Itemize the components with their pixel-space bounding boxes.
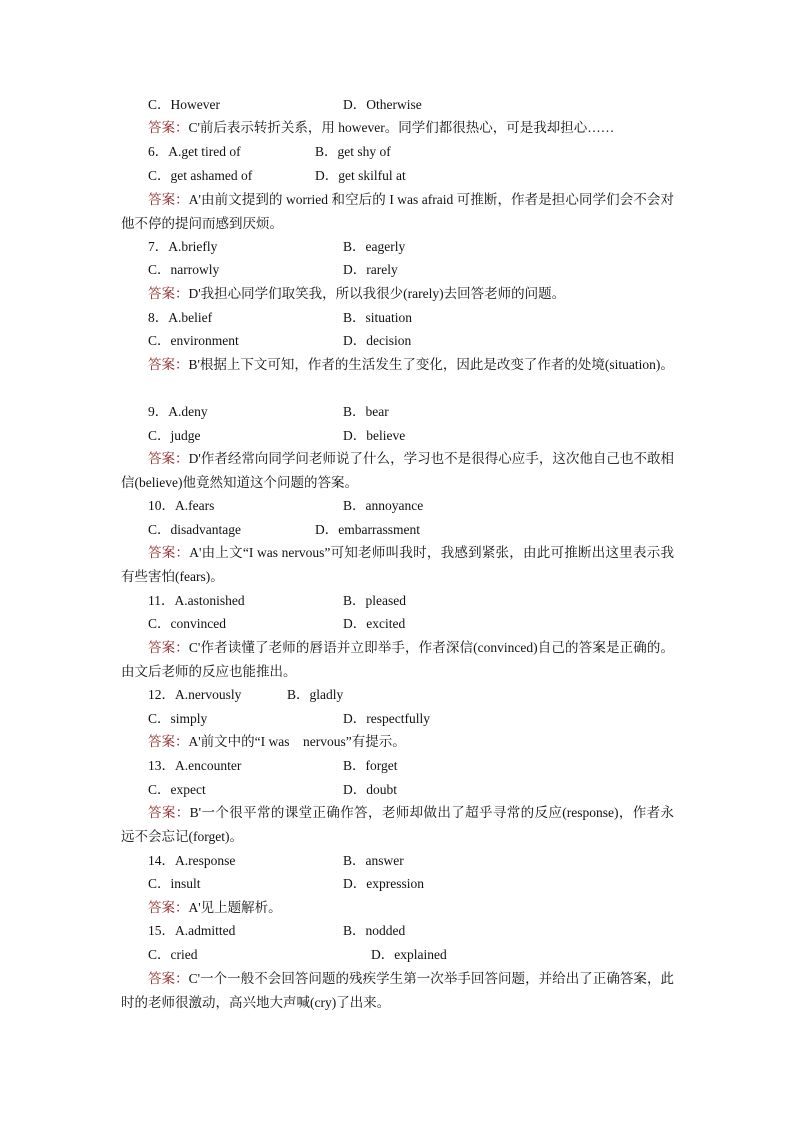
q12-option-b: B．gladly <box>287 687 344 702</box>
answer-text: B'一个很平常的课堂正确作答，老师却做出了超乎寻常的反应(response)，作者永远不会忘记(forget)。 <box>121 805 675 844</box>
q14-option-c: C．insult <box>148 876 201 891</box>
q10-option-b: B．annoyance <box>343 498 424 513</box>
q13-answer <box>121 801 674 848</box>
q11-option-b: B．pleased <box>343 593 406 608</box>
q7-option-d: D．rarely <box>343 262 398 277</box>
q13-option-b: B．forget <box>343 758 398 773</box>
q5-option-c: C．However <box>148 97 220 112</box>
q12-option-d: D．respectfully <box>343 711 430 726</box>
q7-option-c: C．narrowly <box>148 262 220 277</box>
q7-option-a: 7．A.briefly <box>148 239 218 254</box>
answer-label: 答案： <box>148 120 189 135</box>
q9-option-b: B．bear <box>343 404 389 419</box>
q10-answer <box>121 541 674 588</box>
q8-answer <box>121 353 674 377</box>
answer-label: 答案： <box>148 357 189 372</box>
answer-label: 答案： <box>148 805 190 820</box>
answer-label: 答案： <box>148 640 189 655</box>
q6-option-c: C．get ashamed of <box>148 168 253 183</box>
q14-option-b: B．answer <box>343 853 404 868</box>
q11-option-a: 11．A.astonished <box>148 593 245 608</box>
q6-option-a: 6．A.get tired of <box>148 144 241 159</box>
q7-option-b: B．eagerly <box>343 239 406 254</box>
answer-text: A'前文中的“I was nervous”有提示。 <box>188 734 406 749</box>
q12-option-c: C．simply <box>148 711 208 726</box>
answer-text: C'前后表示转折关系，用 however。同学们都很热心，可是我却担心…… <box>188 120 615 135</box>
q13-option-d: D．doubt <box>343 782 397 797</box>
q8-option-b: B．situation <box>343 310 413 325</box>
answer-label: 答案： <box>148 971 189 986</box>
answer-text: A'见上题解析。 <box>188 900 282 915</box>
q9-option-c: C．judge <box>148 428 201 443</box>
q11-option-d: D．excited <box>343 616 406 631</box>
q6-option-d: D．get skilful at <box>315 168 406 183</box>
answer-label: 答案： <box>148 451 189 466</box>
q15-option-c: C．cried <box>148 947 198 962</box>
answer-text: A'由上文“I was nervous”可知老师叫我时，我感到紧张，由此可推断出这里表示我有些害怕(fears)。 <box>121 545 675 584</box>
q9-option-d: D．believe <box>343 428 406 443</box>
q13-option-c: C．expect <box>148 782 206 797</box>
answer-label: 答案： <box>148 545 190 560</box>
answer-text: B'根据上下文可知，作者的生活发生了变化，因此是改变了作者的处境(situation)。 <box>188 357 674 372</box>
q14-option-a: 14．A.response <box>148 853 236 868</box>
answer-label: 答案： <box>148 192 189 207</box>
q10-option-c: C．disadvantage <box>148 522 241 537</box>
q15-option-b: B．nodded <box>343 923 406 938</box>
answer-text: A'由前文提到的 worried 和空后的 I was afraid 可推断，作者是担心同学们会不会对他不停的提问而感到厌烦。 <box>121 192 675 231</box>
q5-option-d: D．Otherwise <box>343 97 422 112</box>
q15-option-d: D．explained <box>371 947 447 962</box>
q10-option-d: D．embarrassment <box>315 522 420 537</box>
q14-option-d: D．expression <box>343 876 424 891</box>
q13-option-a: 13．A.encounter <box>148 758 242 773</box>
answer-label: 答案： <box>148 900 189 915</box>
q12-option-a: 12．A.nervously <box>148 687 242 702</box>
answer-text: C'一个一般不会回答问题的残疾学生第一次举手回答问题，并给出了正确答案，此时的老师很激动，高兴地大声喊(cry)了出来。 <box>121 971 674 1010</box>
q7-answer <box>121 282 674 306</box>
q9-answer <box>121 447 674 494</box>
q11-answer <box>121 636 674 683</box>
answer-text: D'我担心同学们取笑我，所以我很少(rarely)去回答老师的问题。 <box>188 286 566 301</box>
q5-answer <box>121 116 674 140</box>
q12-answer <box>121 730 674 754</box>
q6-option-b: B．get shy of <box>315 144 391 159</box>
q15-option-a: 15．A.admitted <box>148 923 236 938</box>
q14-answer <box>121 896 674 920</box>
answer-label: 答案： <box>148 734 189 749</box>
q11-option-c: C．convinced <box>148 616 226 631</box>
q6-answer <box>121 188 674 235</box>
answer-text: D'作者经常向同学问老师说了什么，学习也不是很得心应手，这次他自己也不敢相信(believe)他竟然知道这个问题的答案。 <box>121 451 675 490</box>
q8-option-d: D．decision <box>343 333 412 348</box>
q15-answer <box>121 967 674 1014</box>
q8-option-c: C．environment <box>148 333 239 348</box>
answer-text: C'作者读懂了老师的唇语并立即举手，作者深信(convinced)自己的答案是正确的。由文后老师的反应也能推出。 <box>121 640 674 679</box>
q8-option-a: 8．A.belief <box>148 310 213 325</box>
q10-option-a: 10．A.fears <box>148 498 215 513</box>
answer-label: 答案： <box>148 286 189 301</box>
q9-option-a: 9．A.deny <box>148 404 208 419</box>
